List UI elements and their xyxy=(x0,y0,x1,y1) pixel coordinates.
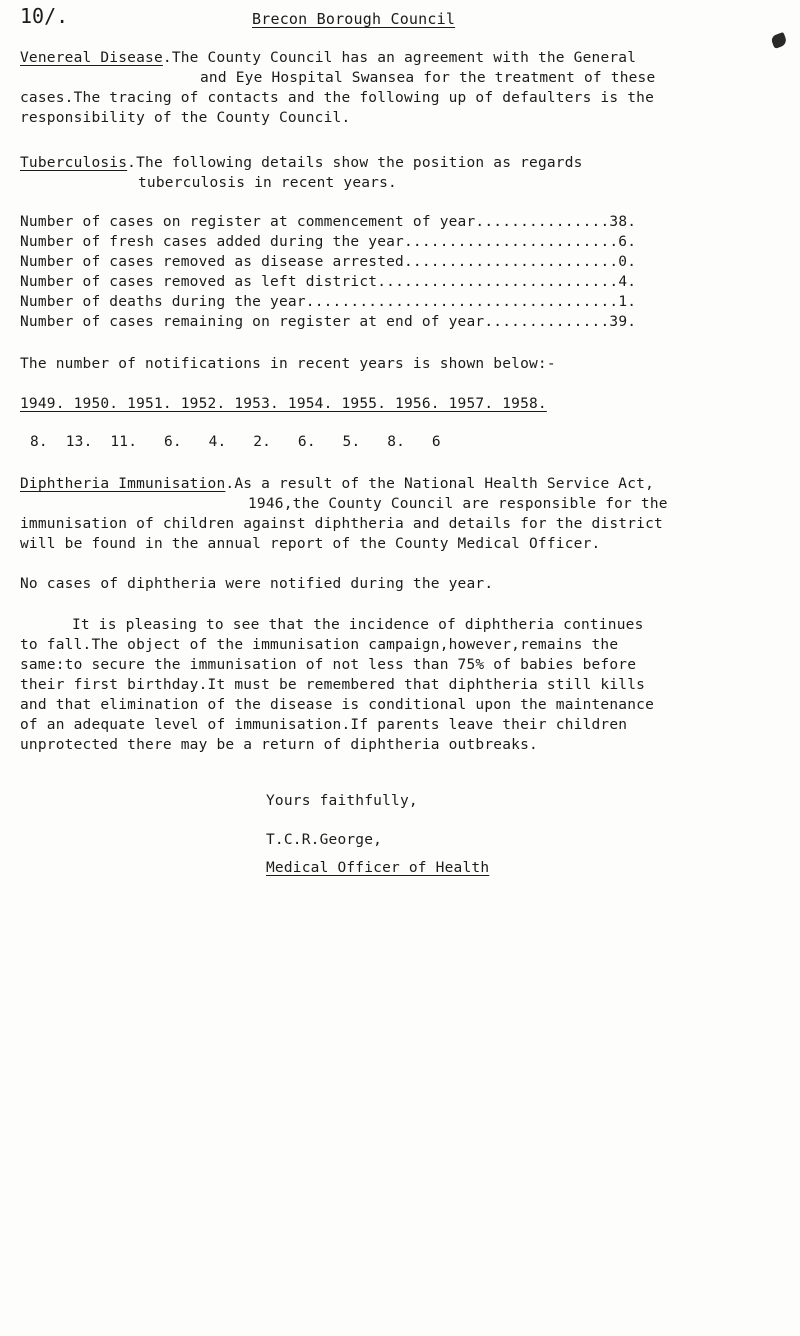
signatory-title: Medical Officer of Health xyxy=(266,860,490,876)
stat-row xyxy=(20,254,636,270)
signatory-name: T.C.R.George, xyxy=(266,832,383,848)
stat-row xyxy=(20,274,636,290)
diphtheria-text-2: 1946,the County Council are responsible for the xyxy=(248,496,668,512)
stat-row xyxy=(20,314,636,330)
venereal-heading: Venereal Disease xyxy=(20,50,163,66)
venereal-paragraph-line-1 xyxy=(20,50,636,66)
notifications-intro: The number of notifications in recent years is shown below:- xyxy=(20,356,556,372)
stat-leader: ............. xyxy=(484,314,601,330)
diphtheria-para-line-4: their first birthday.It must be remembered that diphtheria still kills xyxy=(20,677,646,693)
diphtheria-para-line-3: same:to secure the immunisation of not less than 75% of babies before xyxy=(20,657,637,673)
venereal-text-3: cases.The tracing of contacts and the following up of defaulters is the xyxy=(20,90,655,106)
stat-label: Number of deaths during the year xyxy=(20,294,306,310)
diphtheria-para-line-1: It is pleasing to see that the incidence of diphtheria continues xyxy=(72,617,644,633)
stat-leader: ....................... xyxy=(403,234,610,250)
tuberculosis-text-1: .The following details show the position as regards xyxy=(127,155,583,171)
stat-label: Number of cases on register at commencement of year xyxy=(20,214,476,230)
stat-value: .6. xyxy=(609,234,637,250)
stat-row xyxy=(20,294,636,310)
page-title: Brecon Borough Council xyxy=(252,10,456,28)
salutation: Yours faithfully, xyxy=(266,793,418,809)
stat-leader: .......................... xyxy=(377,274,610,290)
notification-counts: 8. 13. 11. 6. 4. 2. 6. 5. 8. 6 xyxy=(30,434,441,450)
diphtheria-para-line-6: of an adequate level of immunisation.If parents leave their children xyxy=(20,717,628,733)
tuberculosis-text-2: tuberculosis in recent years. xyxy=(138,175,397,191)
stat-leader: ....................... xyxy=(403,254,610,270)
stat-value: .4. xyxy=(609,274,637,290)
diphtheria-para-line-5: and that elimination of the disease is conditional upon the maintenance xyxy=(20,697,655,713)
venereal-text-2: and Eye Hospital Swansea for the treatment of these xyxy=(200,70,656,86)
tuberculosis-heading: Tuberculosis xyxy=(20,155,128,171)
stat-row xyxy=(20,214,636,230)
notification-years: 1949. 1950. 1951. 1952. 1953. 1954. 1955. 1956. 1957. 1958. xyxy=(20,396,547,412)
stat-label: Number of cases removed as disease arrested xyxy=(20,254,404,270)
stat-label: Number of fresh cases added during the year xyxy=(20,234,404,250)
page-number: 10/. xyxy=(20,4,69,28)
diphtheria-paragraph-line-1 xyxy=(20,476,654,492)
stat-value: .38. xyxy=(600,214,637,230)
diphtheria-text-1: .As a result of the National Health Service Act, xyxy=(225,476,655,492)
stat-value: .0. xyxy=(609,254,637,270)
ink-blot xyxy=(770,32,788,49)
diphtheria-para-line-7: unprotected there may be a return of diphtheria outbreaks. xyxy=(20,737,538,753)
diphtheria-para-line-2: to fall.The object of the immunisation campaign,however,remains the xyxy=(20,637,619,653)
stat-row xyxy=(20,234,636,250)
stat-leader: .................................. xyxy=(305,294,610,310)
tuberculosis-paragraph-line-1 xyxy=(20,155,583,171)
stat-label: Number of cases remaining on register at end of year xyxy=(20,314,485,330)
venereal-text-4: responsibility of the County Council. xyxy=(20,110,351,126)
stat-label: Number of cases removed as left district xyxy=(20,274,378,290)
diphtheria-text-4: will be found in the annual report of the County Medical Officer. xyxy=(20,536,601,552)
diphtheria-heading: Diphtheria Immunisation xyxy=(20,476,226,492)
stat-leader: .............. xyxy=(475,214,601,230)
diphtheria-text-3: immunisation of children against diphtheria and details for the district xyxy=(20,516,663,532)
venereal-text-1: .The County Council has an agreement with the General xyxy=(162,50,637,66)
no-cases-statement: No cases of diphtheria were notified during the year. xyxy=(20,576,494,592)
stat-value: .1. xyxy=(609,294,637,310)
stat-value: .39. xyxy=(600,314,637,330)
